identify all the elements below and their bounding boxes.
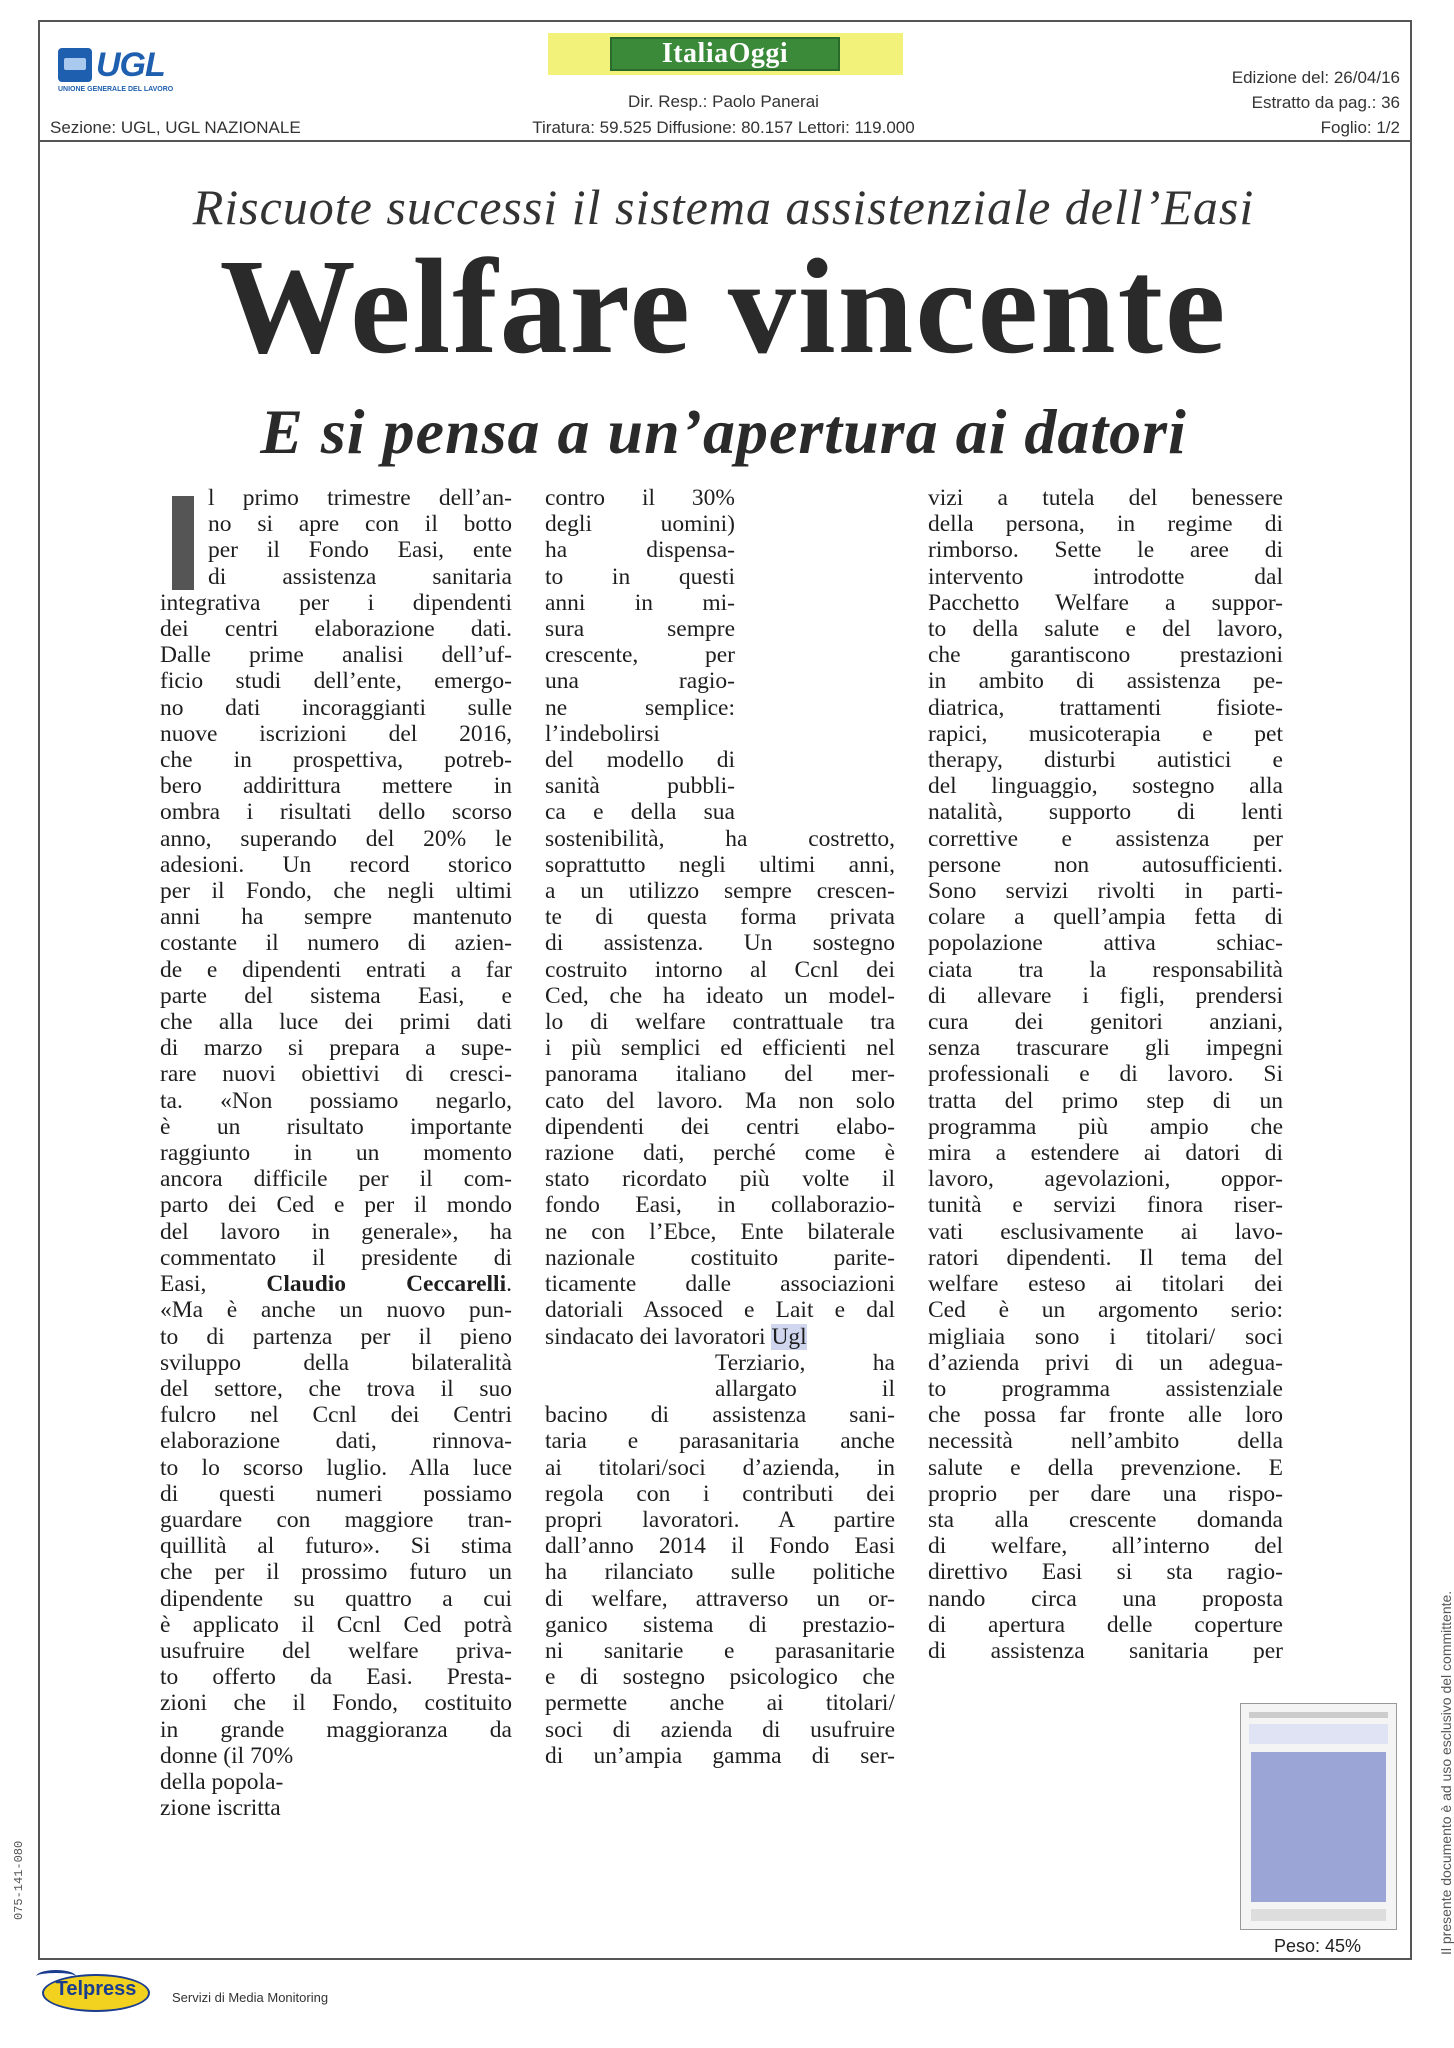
article-line: raggiunto in un momento bbox=[160, 1140, 512, 1167]
article-line: datoriali Assoced e Lait e dal bbox=[545, 1297, 895, 1324]
article-line: di un’ampia gamma di ser- bbox=[545, 1742, 895, 1769]
highlighted-keyword: Ugl bbox=[771, 1323, 807, 1350]
article-kicker: Riscuote successi il sistema assistenziale dell’Easi bbox=[192, 179, 1255, 235]
article-line: l’indebolirsi bbox=[545, 720, 660, 747]
article-line: Ced è un argomento serio: bbox=[928, 1297, 1283, 1324]
article-line: adesioni. Un record storico bbox=[160, 851, 512, 878]
ugl-logo-icon bbox=[58, 48, 92, 82]
article-line: necessità nell’ambito della bbox=[928, 1428, 1283, 1455]
article-line: costante il numero di azien- bbox=[160, 930, 512, 957]
article-line: dipendente su quattro a cui bbox=[160, 1585, 512, 1612]
article-line: che alla luce dei primi dati bbox=[160, 1009, 512, 1036]
circulation-label: Tiratura: 59.525 Diffusione: 80.157 Lettori: 119.000 bbox=[532, 118, 915, 137]
article-line: to di partenza per il pieno bbox=[160, 1323, 512, 1350]
article-line: di marzo si prepara a supe- bbox=[160, 1035, 512, 1062]
article-line: ai titolari/soci d’azienda, in bbox=[545, 1454, 895, 1481]
article-line: sindacato dei lavoratori Ugl bbox=[545, 1323, 807, 1350]
article-line: stato ricordato più volte il bbox=[545, 1166, 895, 1193]
edition-date: Edizione del: 26/04/16 bbox=[1231, 68, 1400, 87]
article-line: de e dipendenti entrati a far bbox=[160, 956, 512, 983]
article-line: rare nuovi obiettivi di cresci- bbox=[160, 1061, 512, 1088]
article-line: vizi a tutela del benessere bbox=[928, 485, 1283, 511]
article-line: parto dei Ced e per il mondo bbox=[160, 1192, 512, 1219]
sheet-number: Foglio: 1/2 bbox=[1320, 118, 1400, 137]
article-line: parte del sistema Easi, e bbox=[160, 982, 512, 1009]
article-line: è un risultato importante bbox=[160, 1113, 512, 1140]
article-line: nuove iscrizioni del 2016, bbox=[160, 720, 512, 747]
page-thumbnail bbox=[1240, 1703, 1397, 1930]
article-line: zioni che il Fondo, costituito bbox=[160, 1690, 512, 1717]
article-line: natalità, supporto di lenti bbox=[928, 799, 1283, 826]
article-line: tunità e servizi finora riser- bbox=[928, 1192, 1283, 1219]
article-line: anno, superando del 20% le bbox=[160, 825, 512, 852]
article-line: colare a quell’ampia fetta di bbox=[928, 904, 1283, 931]
article-line: lavoro, agevolazioni, oppor- bbox=[928, 1166, 1283, 1193]
article-line: direttivo Easi si sta ragio- bbox=[928, 1559, 1283, 1586]
article-line: vati esclusivamente ai lavo- bbox=[928, 1218, 1283, 1245]
page-reference: Estratto da pag.: 36 bbox=[1251, 93, 1400, 112]
ugl-logo-text: UGL bbox=[96, 46, 165, 84]
article-line: sura sempre bbox=[545, 616, 735, 643]
article-line: del lavoro in generale», ha bbox=[160, 1218, 512, 1245]
header-divider bbox=[38, 140, 1412, 142]
article-line: zione iscritta bbox=[160, 1795, 281, 1822]
article-line: correttive e assistenza per bbox=[928, 825, 1283, 852]
article-line: commentato il presidente di bbox=[160, 1244, 512, 1271]
director-label: Dir. Resp.: Paolo Panerai bbox=[628, 92, 819, 111]
article-line: diatrica, trattamenti fisiote- bbox=[928, 694, 1283, 721]
footer-service-label: Servizi di Media Monitoring bbox=[172, 1990, 329, 2005]
article-line: che per il prossimo futuro un bbox=[160, 1559, 512, 1586]
newspaper-masthead bbox=[548, 33, 903, 75]
section-label: Sezione: UGL, UGL NAZIONALE bbox=[50, 118, 301, 137]
article-line: l primo trimestre dell’an- bbox=[208, 485, 512, 511]
masthead-title: ItaliaOggi bbox=[610, 37, 840, 71]
article-line: ha rilanciato sulle politiche bbox=[545, 1559, 895, 1586]
article-line: ne semplice: bbox=[545, 694, 735, 721]
article-line: permette anche ai titolari/ bbox=[545, 1690, 895, 1717]
article-line: to in questi bbox=[545, 563, 735, 590]
article-line: sviluppo della bilateralità bbox=[160, 1349, 512, 1376]
telpress-logo bbox=[42, 1970, 152, 2014]
article-line: lo di welfare contrattuale tra bbox=[545, 1009, 895, 1036]
article-line: ancora difficile per il com- bbox=[160, 1166, 512, 1193]
article-line: in grande maggioranza da bbox=[160, 1716, 512, 1743]
article-headline: Welfare vincente bbox=[219, 232, 1228, 382]
article-line: no dati incoraggianti sulle bbox=[160, 694, 512, 721]
article-line: to offerto da Easi. Presta- bbox=[160, 1664, 512, 1691]
article-line: usufruire del welfare priva- bbox=[160, 1637, 512, 1664]
article-line: della popola- bbox=[160, 1768, 284, 1795]
article-subheadline: E si pensa a un’apertura ai datori bbox=[260, 396, 1187, 467]
article-line: taria e parasanitaria anche bbox=[545, 1428, 895, 1455]
article-line: te di questa forma privata bbox=[545, 904, 895, 931]
article-line: «Ma è anche un nuovo pun- bbox=[160, 1297, 512, 1324]
article-line: proprio per dare una rispo- bbox=[928, 1480, 1283, 1507]
article-column-3 bbox=[928, 485, 1283, 1664]
article-line: per il Fondo, che negli ultimi bbox=[160, 878, 512, 905]
article-line: welfare esteso ai titolari dei bbox=[928, 1271, 1283, 1298]
article-line: razione dati, perché come è bbox=[545, 1140, 895, 1167]
article-line: Terziario, ha bbox=[715, 1349, 895, 1376]
article-line: Dalle prime analisi dell’uf- bbox=[160, 642, 512, 669]
article-line: contro il 30% bbox=[545, 485, 735, 511]
article-line: del linguaggio, sostegno alla bbox=[928, 773, 1283, 800]
article-line: bacino di assistenza sani- bbox=[545, 1402, 895, 1429]
article-line: ne con l’Ebce, Ente bilaterale bbox=[545, 1218, 895, 1245]
article-line: sostenibilità, ha costretto, bbox=[545, 825, 895, 852]
article-line: i più semplici ed efficienti nel bbox=[545, 1035, 895, 1062]
article-line: salute e della prevenzione. E bbox=[928, 1454, 1283, 1481]
article-weight: Peso: 45% bbox=[1273, 1936, 1362, 1956]
article-line: ombra i risultati dello scorso bbox=[160, 799, 512, 826]
article-line: del settore, che trova il suo bbox=[160, 1375, 512, 1402]
article-line: in ambito di assistenza pe- bbox=[928, 668, 1283, 695]
article-line: tratta del primo step di un bbox=[928, 1087, 1283, 1114]
article-line: ticamente dalle associazioni bbox=[545, 1271, 895, 1298]
article-line: Sono servizi rivolti in parti- bbox=[928, 878, 1283, 905]
article-line: ratori dipendenti. Il tema del bbox=[928, 1244, 1283, 1271]
article-line: fulcro nel Ccnl dei Centri bbox=[160, 1402, 512, 1429]
article-line: Ced, che ha ideato un model- bbox=[545, 982, 895, 1009]
article-line: intervento introdotte dal bbox=[928, 563, 1283, 590]
article-line: che garantiscono prestazioni bbox=[928, 642, 1283, 669]
article-line: di assistenza sanitaria bbox=[208, 563, 512, 590]
article-line: crescente, per bbox=[545, 642, 735, 669]
article-line: degli uomini) bbox=[545, 511, 735, 538]
ugl-logo bbox=[58, 48, 178, 96]
article-line: cura dei genitori anziani, bbox=[928, 1009, 1283, 1036]
article-line: di assistenza sanitaria per bbox=[928, 1637, 1283, 1664]
article-line: soci di azienda di usufruire bbox=[545, 1716, 895, 1743]
article-line: una ragio- bbox=[545, 668, 735, 695]
article-line: dei centri elaborazione dati. bbox=[160, 616, 512, 643]
article-line: ficio studi dell’ente, emergo- bbox=[160, 668, 512, 695]
article-line: nando circa una proposta bbox=[928, 1585, 1283, 1612]
article-line: rimborso. Sette le aree di bbox=[928, 537, 1283, 564]
article-line: popolazione attiva schiac- bbox=[928, 930, 1283, 957]
article-line: di allevare i figli, prendersi bbox=[928, 982, 1283, 1009]
article-line: no si apre con il botto bbox=[208, 511, 512, 538]
article-line: ciata tra la responsabilità bbox=[928, 956, 1283, 983]
article-line: a un utilizzo sempre crescen- bbox=[545, 878, 895, 905]
article-line: cato del lavoro. Ma non solo bbox=[545, 1087, 895, 1114]
article-line: che possa far fronte alle loro bbox=[928, 1402, 1283, 1429]
article-line: panorama italiano del mer- bbox=[545, 1061, 895, 1088]
president-name: Claudio Ceccarelli bbox=[266, 1271, 507, 1298]
article-line: di assistenza. Un sostegno bbox=[545, 930, 895, 957]
article-line: anni ha sempre mantenuto bbox=[160, 904, 512, 931]
article-line: sta alla crescente domanda bbox=[928, 1506, 1283, 1533]
article-line: senza trascurare gli impegni bbox=[928, 1035, 1283, 1062]
article-line: rapici, musicoterapia e pet bbox=[928, 720, 1283, 747]
article-line: mira a estendere ai datori di bbox=[928, 1140, 1283, 1167]
article-line: e di sostegno psicologico che bbox=[545, 1664, 895, 1691]
article-line: del modello di bbox=[545, 747, 735, 774]
article-column-1 bbox=[160, 485, 512, 1821]
article-line: sanità pubbli- bbox=[545, 773, 735, 800]
article-line: ganico sistema di prestazio- bbox=[545, 1611, 895, 1638]
article-line: ni sanitarie e parasanitarie bbox=[545, 1637, 895, 1664]
article-line: migliaia sono i titolari/ soci bbox=[928, 1323, 1283, 1350]
document-code: 075-141-080 bbox=[12, 1840, 26, 1920]
article-line: della persona, in regime di bbox=[928, 511, 1283, 538]
article-line: donne (il 70% bbox=[160, 1742, 294, 1769]
article-line: soprattutto negli ultimi anni, bbox=[545, 851, 895, 878]
article-line: costruito intorno al Ccnl dei bbox=[545, 956, 895, 983]
article-line: ta. «Non possiamo negarlo, bbox=[160, 1087, 512, 1114]
article-line: to lo scorso luglio. Alla luce bbox=[160, 1454, 512, 1481]
article-line: regola con i contributi dei bbox=[545, 1480, 895, 1507]
article-line: dipendenti dei centri elabo- bbox=[545, 1113, 895, 1140]
article-line: ca e della sua bbox=[545, 799, 735, 826]
article-line: anni in mi- bbox=[545, 589, 735, 616]
article-line: to della salute e del lavoro, bbox=[928, 616, 1283, 643]
article-line: quillità al futuro». Si stima bbox=[160, 1533, 512, 1560]
article-line: bero addirittura mettere in bbox=[160, 773, 512, 800]
article-line: nazionale costituito parite- bbox=[545, 1244, 895, 1271]
article-line: therapy, disturbi autistici e bbox=[928, 747, 1283, 774]
article-line: Easi, Claudio Ceccarelli. bbox=[160, 1271, 512, 1298]
article-line: è applicato il Ccnl Ced potrà bbox=[160, 1611, 512, 1638]
article-line: integrativa per i dipendenti bbox=[160, 589, 512, 616]
article-line: allargato il bbox=[715, 1375, 895, 1402]
article-line: professionali e di lavoro. Si bbox=[928, 1061, 1283, 1088]
article-column-2 bbox=[545, 485, 895, 1769]
article-line: fondo Easi, in collaborazio- bbox=[545, 1192, 895, 1219]
article-line: propri lavoratori. A partire bbox=[545, 1506, 895, 1533]
article-line: to programma assistenziale bbox=[928, 1375, 1283, 1402]
article-line: elaborazione dati, rinnova- bbox=[160, 1428, 512, 1455]
article-line: di welfare, attraverso un or- bbox=[545, 1585, 895, 1612]
telpress-logo-text: Telpress bbox=[55, 1978, 137, 2000]
article-line: guardare con maggiore tran- bbox=[160, 1506, 512, 1533]
article-line: per il Fondo Easi, ente bbox=[208, 537, 512, 564]
ugl-logo-subtitle: UNIONE GENERALE DEL LAVORO bbox=[58, 86, 174, 93]
article-line: di questi numeri possiamo bbox=[160, 1480, 512, 1507]
article-line: persone non autosufficienti. bbox=[928, 851, 1283, 878]
article-line: che in prospettiva, potreb- bbox=[160, 747, 512, 774]
article-line: di welfare, all’interno del bbox=[928, 1533, 1283, 1560]
article-line: d’azienda privi di un adegua- bbox=[928, 1349, 1283, 1376]
usage-disclaimer: Il presente documento è ad uso esclusivo del committente. bbox=[1438, 1590, 1454, 1955]
article-line: dall’anno 2014 il Fondo Easi bbox=[545, 1533, 895, 1560]
article-line: ha dispensa- bbox=[545, 537, 735, 564]
article-line: Pacchetto Welfare a suppor- bbox=[928, 589, 1283, 616]
article-line: di apertura delle coperture bbox=[928, 1611, 1283, 1638]
article-line: programma più ampio che bbox=[928, 1113, 1283, 1140]
